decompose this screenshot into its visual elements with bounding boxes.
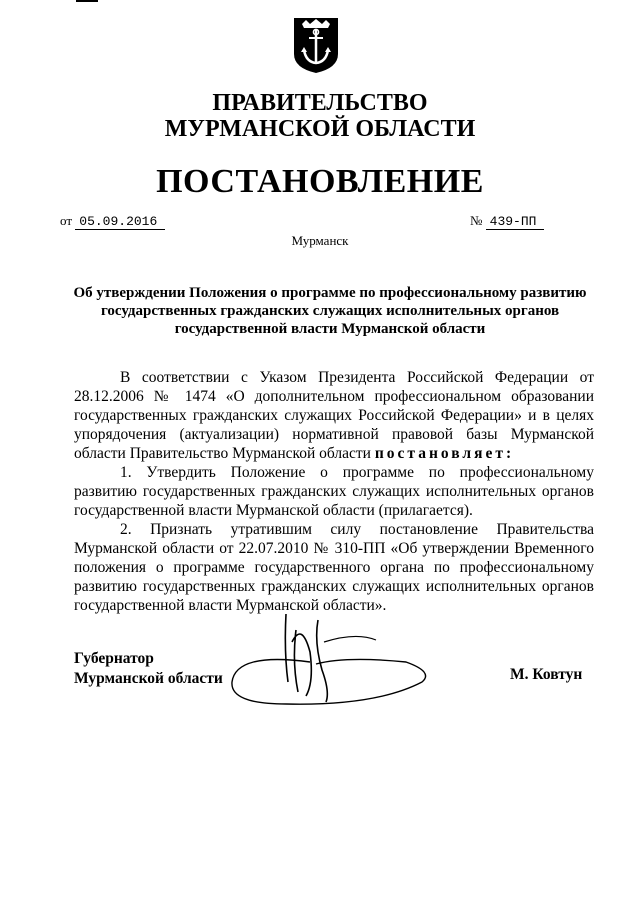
document-body [74, 368, 594, 615]
position-line: Губернатор [74, 650, 154, 667]
number-value: 439-ПП [486, 214, 545, 230]
title-line: государственных гражданских служащих исполнительных органов [100, 303, 560, 319]
item-2: 2. Признать утратившим силу постановление Правительства Мурманской области от 22.07.2010 № 310-ПП «Об утверждении Временного положения о программе государственного органа по профессиональному развитию государственных гражданских служащих исполнительных органов государственной власти Мурманской области». [74, 521, 594, 614]
position-line: Мурманской области [74, 670, 223, 687]
document-number [470, 213, 544, 229]
date-prefix: от [60, 213, 73, 228]
title-line: государственной власти Мурманской области [174, 321, 486, 337]
document-title [70, 284, 590, 338]
signatory-position [74, 649, 223, 689]
number-prefix: № [470, 213, 483, 228]
preamble-paragraph [74, 368, 594, 463]
scan-mark [76, 0, 98, 2]
government-name-line1: ПРАВИТЕЛЬСТВО [212, 90, 428, 116]
preamble-text: В соответствии с Указом Президента Российской Федерации от 28.12.2006 № 1474 «О дополнительном профессиональном образовании государственных гражданских служащих Российской Федерации» и в целях упорядочения (актуализации) нормативной правовой базы Мурманской области Правительство Мурманской области [74, 369, 594, 462]
signatory-name: М. Ковтун [510, 666, 583, 683]
government-name-line2: МУРМАНСКОЙ ОБЛАСТИ [164, 116, 476, 142]
coat-of-arms-icon [292, 16, 340, 74]
date-value: 05.09.2016 [75, 214, 165, 230]
handwritten-signature-icon [226, 612, 436, 712]
title-line: Об утверждении Положения о программе по профессиональному развитию [73, 285, 587, 301]
decides-colon: : [506, 445, 512, 462]
city: Мурманск [291, 233, 349, 248]
decides-word: постановляет [374, 445, 506, 462]
document-type: ПОСТАНОВЛЕНИЕ [156, 163, 484, 200]
document-date [60, 213, 165, 229]
item-1: 1. Утвердить Положение о программе по профессиональному развитию государственных гражданских служащих исполнительных органов государственной власти Мурманской области (прилагается). [74, 464, 594, 519]
